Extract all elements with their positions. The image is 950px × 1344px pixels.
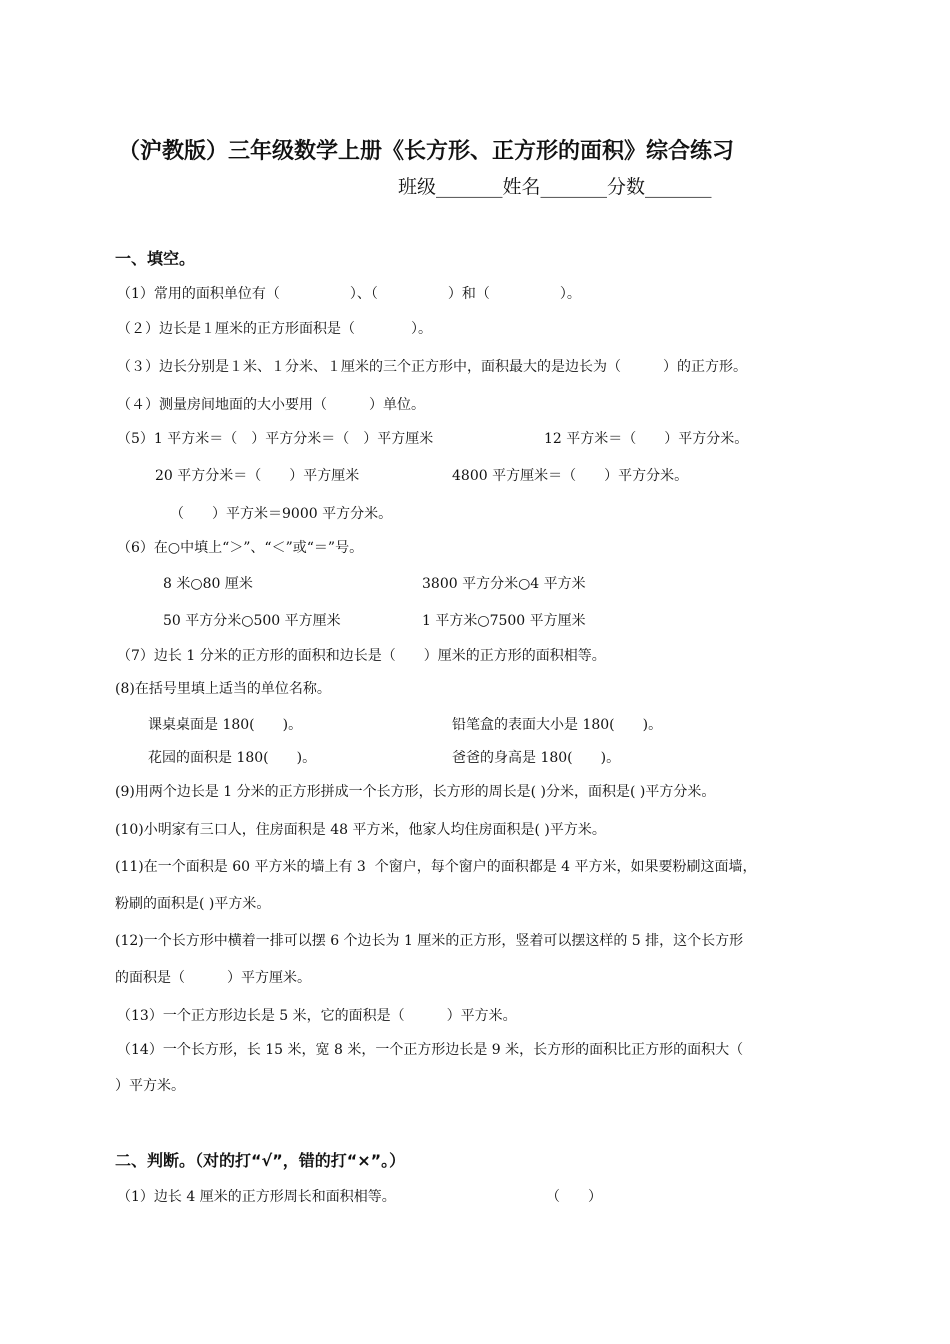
question-12-cont: 的面积是（ ）平方厘米。: [115, 970, 311, 986]
question-7: （7）边长 1 分米的正方形的面积和边长是（ ）厘米的正方形的面积相等。: [117, 648, 606, 664]
question-6-c: 50 平方分米○500 平方厘米: [163, 613, 341, 629]
question-4: （４）测量房间地面的大小要用（ ）单位。: [117, 397, 425, 413]
question-10: (10)小明家有三口人，住房面积是 48 平方米，他家人均住房面积是( )平方米。: [115, 822, 606, 838]
judge-question-1: （1）边长 4 厘米的正方形周长和面积相等。: [117, 1189, 396, 1205]
question-14: （14）一个长方形，长 15 米，宽 8 米，一个正方形边长是 9 米，长方形的面积比正方形的面积大（: [117, 1042, 744, 1058]
question-5-d: 4800 平方厘米＝（ ）平方分米。: [452, 468, 689, 484]
student-info-line: 班级_______姓名_______分数_______: [398, 176, 712, 198]
question-14-cont: ）平方米。: [115, 1078, 185, 1094]
question-2: （２）边长是１厘米的正方形面积是（ ）。: [117, 321, 432, 337]
question-6-d: 1 平方米○7500 平方厘米: [422, 613, 586, 629]
question-5-e: （ ）平方米＝9000 平方分米。: [170, 506, 393, 522]
question-5-a: （5）1 平方米＝（ ）平方分米＝（ ）平方厘米: [117, 431, 434, 447]
question-1: （1）常用的面积单位有（ ）、（ ）和（ ）。: [117, 286, 581, 302]
question-6: （6）在○中填上“＞”、“＜”或“＝”号。: [117, 540, 364, 556]
question-6-a: 8 米○80 厘米: [163, 576, 253, 592]
question-11-cont: 粉刷的面积是( )平方米。: [115, 896, 271, 912]
question-13: （13）一个正方形边长是 5 米，它的面积是（ ）平方米。: [117, 1008, 517, 1024]
judge-answer-blank-1: （ ）: [546, 1189, 602, 1205]
page-title: （沪教版）三年级数学上册《长方形、正方形的面积》综合练习: [118, 138, 735, 164]
question-8: (8)在括号里填上适当的单位名称。: [115, 681, 331, 697]
section1-heading: 一、填空。: [115, 249, 196, 268]
question-12: (12)一个长方形中横着一排可以摆 6 个边长为 1 厘米的正方形，竖着可以摆这样的 5 排，这个长方形: [115, 933, 744, 949]
question-11: (11)在一个面积是 60 平方米的墙上有 3 个窗户，每个窗户的面积都是 4 平方米，如果要粉刷这面墙，: [115, 859, 757, 875]
question-8-d: 爸爸的身高是 180( )。: [452, 750, 621, 766]
section2-heading: 二、判断。（对的打“√”，错的打“×”。）: [115, 1151, 406, 1170]
question-8-c: 花园的面积是 180( )。: [148, 750, 317, 766]
question-6-b: 3800 平方分米○4 平方米: [422, 576, 586, 592]
question-5-b: 12 平方米＝（ ）平方分米。: [544, 431, 749, 447]
question-3: （３）边长分别是１米、１分米、１厘米的三个正方形中，面积最大的是边长为（ ）的正方形。: [117, 359, 747, 375]
question-5-c: 20 平方分米＝（ ）平方厘米: [155, 468, 360, 484]
question-8-b: 铅笔盒的表面大小是 180( )。: [452, 717, 663, 733]
question-8-a: 课桌桌面是 180( )。: [148, 717, 303, 733]
question-9: (9)用两个边长是 1 分米的正方形拼成一个长方形，长方形的周长是( )分米，面积是( )平方分米。: [115, 784, 716, 800]
